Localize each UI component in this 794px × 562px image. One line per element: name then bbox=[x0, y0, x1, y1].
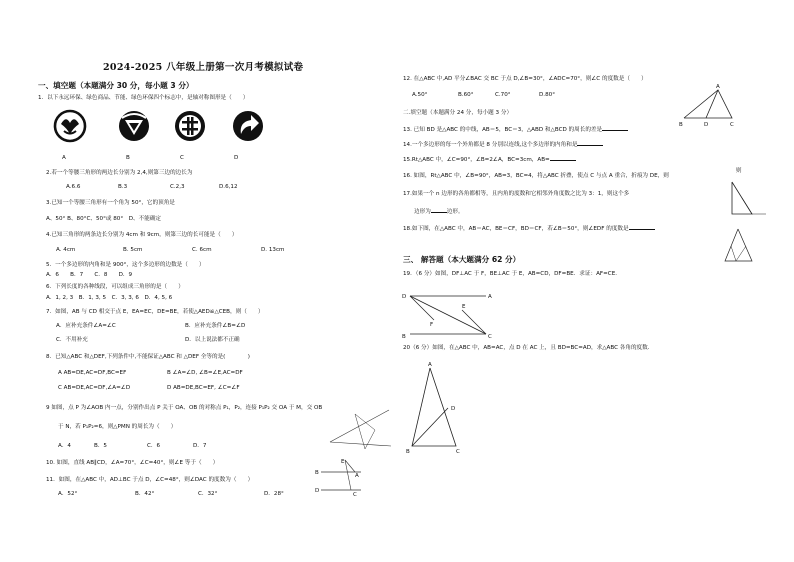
q1-label-c: C bbox=[180, 155, 184, 161]
question-15: 15.Rt△ABC 中，∠C=90°，∠B=2∠A，BC=3cm，AB= bbox=[403, 155, 576, 164]
q9-option-c: C．6 bbox=[147, 443, 161, 449]
q10-label-e: E bbox=[341, 459, 345, 465]
q1-label-a: A bbox=[62, 155, 66, 161]
q12-option-c: C.70° bbox=[495, 92, 511, 98]
question-5: 5．一个多边形的内角和是 900°，这个多边形的边数是（ ） bbox=[46, 262, 205, 268]
q3-options: A、50° B、80°C、50°或 80° D、不能确定 bbox=[46, 216, 162, 222]
q12-label-a: A bbox=[716, 84, 720, 90]
q4-option-c: C. 6cm bbox=[192, 247, 212, 253]
q12-figure bbox=[678, 84, 740, 128]
question-17-continued: 边形为 边形。 bbox=[414, 209, 464, 215]
question-6: 6．下列长度的各种线段，可以组成三角形的是（ ） bbox=[46, 284, 184, 290]
q12-label-d: D bbox=[704, 122, 709, 128]
q4-option-d: D. 13cm bbox=[261, 247, 285, 253]
question-14: 14.一个多边形的每一个外角都是 8 分别以连线,这个多边形的内角和是 bbox=[403, 140, 603, 149]
q6-options: A．1, 2, 3 B．1, 3, 5 C．3, 3, 6 D．4, 5, 6 bbox=[46, 295, 173, 301]
question-9: 9 如图，点 P 为∠AOB 内一点，分别作出点 P 关于 OA、OB 的对称点 P₁，P₂，连接 P₁P₂ 交 OA 于 M，交 OB bbox=[46, 405, 323, 411]
q10-label-d: D bbox=[315, 488, 320, 494]
q20-label-b: B bbox=[406, 449, 410, 455]
q11-option-a: A．52° bbox=[58, 491, 78, 497]
q1-label-d: D bbox=[234, 155, 239, 161]
question-20: 20（6 分）如图，在△ABC 中，AB=AC，点 D 在 AC 上，且 BD=BC=AD，求△ABC 各角的度数． bbox=[403, 345, 654, 351]
q4-option-a: A. 4cm bbox=[56, 247, 76, 253]
q7-option-b: B．应补充条件∠B=∠D bbox=[185, 323, 246, 329]
q11-option-d: D．28° bbox=[264, 491, 284, 497]
q5-options: A．6 B．7 C．8 D．9 bbox=[46, 272, 133, 278]
q10-label-b: B bbox=[315, 470, 319, 476]
q20-figure bbox=[400, 362, 470, 456]
q19-label-d: D bbox=[402, 294, 407, 300]
q9-option-b: B．5 bbox=[94, 443, 107, 449]
q7-option-a: A．应补充条件∠A=∠C bbox=[56, 323, 116, 329]
question-8: 8．已知△ABC 和△DEF,下列条件中,不能保证△ABC 和 △DEF 全等的是( ) bbox=[46, 354, 250, 360]
q11-option-b: B．42° bbox=[135, 491, 155, 497]
q20-label-c: C bbox=[456, 449, 460, 455]
q12-option-a: A.50° bbox=[412, 92, 428, 98]
page-title: 2024-2025 八年级上册第一次月考模拟试卷 bbox=[103, 62, 304, 73]
question-11: 11．如图，在△ABC 中，AD⊥BC 于点 D，∠C=48°，则∠DAC 的度数为（ ） bbox=[46, 477, 254, 483]
q19-label-e: E bbox=[462, 304, 466, 310]
section-3-heading: 三、 解答题（本大题满分 62 分） bbox=[403, 255, 521, 264]
q20-label-d: D bbox=[451, 406, 456, 412]
q16-figure bbox=[726, 178, 778, 220]
q19-label-b: B bbox=[402, 334, 406, 340]
question-9-continued: 于 N，若 P₁P₂=6，则△PMN 的周长为（ ） bbox=[58, 424, 177, 430]
q12-label-b: B bbox=[679, 122, 683, 128]
question-3: 3.已知一个等腰三角形有一个角为 50°，它的顶角是 bbox=[46, 200, 175, 206]
q8-option-d: D AB=DE,BC=EF, ∠C=∠F bbox=[167, 385, 240, 391]
q20-label-a: A bbox=[428, 362, 432, 368]
question-17: 17.如果一个 n 边形的各角都相等，且内角的度数和它相邻外角度数之比为 3：1，则这个多 bbox=[403, 191, 630, 197]
question-12: 12. 在△ABC 中,AD 平分∠BAC 交 BC 于点 D,∠B=30°，∠ADC=70°，则∠C 的度数是（ ） bbox=[403, 76, 647, 82]
question-10: 10. 如图，直线 AB∥CD，∠A=70°，∠C=40°，则∠E 等于（ ） bbox=[46, 460, 219, 466]
question-13: 13. 已知 BD 是△ABC 的中线，AB＝5，BC＝3，△ABD 和△BCD 的周长的差是 bbox=[403, 125, 628, 134]
q12-option-b: B.60° bbox=[458, 92, 474, 98]
q10-figure bbox=[315, 458, 365, 498]
q11-option-c: C．32° bbox=[198, 491, 218, 497]
q2-option-b: B.3 bbox=[118, 184, 128, 190]
q8-option-a: A AB=DE,AC=DF,BC=EF bbox=[58, 370, 127, 376]
q7-option-d: D．以上说法都不正确 bbox=[185, 337, 240, 343]
question-19: 19．（6 分）如图，DF⊥AC 于 F，BE⊥AC 于 E，AB=CD，DF=BE．求证：AF=CE． bbox=[403, 271, 621, 277]
q19-figure bbox=[400, 290, 496, 340]
q19-label-a: A bbox=[488, 294, 492, 300]
section-1-heading: 一、填空题（本题满分 30 分，每小题 3 分） bbox=[38, 81, 194, 90]
q10-label-a: A bbox=[355, 473, 359, 479]
q9-figure bbox=[325, 402, 395, 452]
q19-label-c: C bbox=[488, 334, 492, 340]
question-1: 1．以下永远环保、绿色商品、节能、绿色环保四个标志中，是轴对称图形是（ ） bbox=[38, 95, 249, 101]
q16-side-text: 则 bbox=[736, 168, 742, 174]
q12-label-c: C bbox=[730, 122, 734, 128]
q8-option-b: B ∠A=∠D, ∠B=∠E,AC=DF bbox=[167, 370, 243, 376]
q9-option-a: A．4 bbox=[58, 443, 71, 449]
q12-option-d: D.80° bbox=[539, 92, 556, 98]
q19-label-f: F bbox=[430, 322, 434, 328]
question-16: 16. 如图，Rt△ABC 中，∠B=90°，AB=3，BC=4，将△ABC 折叠，使点 C 与点 A 重合，折痕为 DE，则 bbox=[403, 173, 669, 179]
q2-option-c: C.2,3 bbox=[170, 184, 185, 190]
q1-label-b: B bbox=[126, 155, 130, 161]
section-2-heading: 二.填空题（本题满分 24 分，每小题 3 分） bbox=[403, 110, 513, 116]
q10-label-c: C bbox=[353, 492, 357, 498]
q4-option-b: B. 5cm bbox=[123, 247, 143, 253]
q2-option-d: D.6,12 bbox=[219, 184, 238, 190]
q18-figure bbox=[722, 226, 756, 266]
question-7: 7．如图，AB 与 CD 相交于点 E，EA=EC，DE=BE，若使△AED≌△CEB，则（ ） bbox=[46, 309, 264, 315]
question-18: 18.如下图，在△ABC 中，AB＝AC，BE＝CF，BD＝CF，若∠B＝50°，则∠EDF 的度数是 bbox=[403, 224, 655, 233]
recycle-logo-icons bbox=[52, 106, 302, 146]
question-2: 2.若一个等腰三角形的两边长分别为 2,4,则第三边的边长为 bbox=[46, 170, 193, 176]
q1-logos bbox=[52, 106, 302, 146]
q9-option-d: D．7 bbox=[193, 443, 207, 449]
question-4: 4.已知三角形的两条边长分别为 4cm 和 9cm，则第三边的长可能是（ ） bbox=[46, 232, 238, 238]
q2-option-a: A.6.6 bbox=[66, 184, 81, 190]
q8-option-c: C AB=DE,AC=DF,∠A=∠D bbox=[58, 385, 131, 391]
q7-option-c: C．不用补充 bbox=[56, 337, 88, 343]
